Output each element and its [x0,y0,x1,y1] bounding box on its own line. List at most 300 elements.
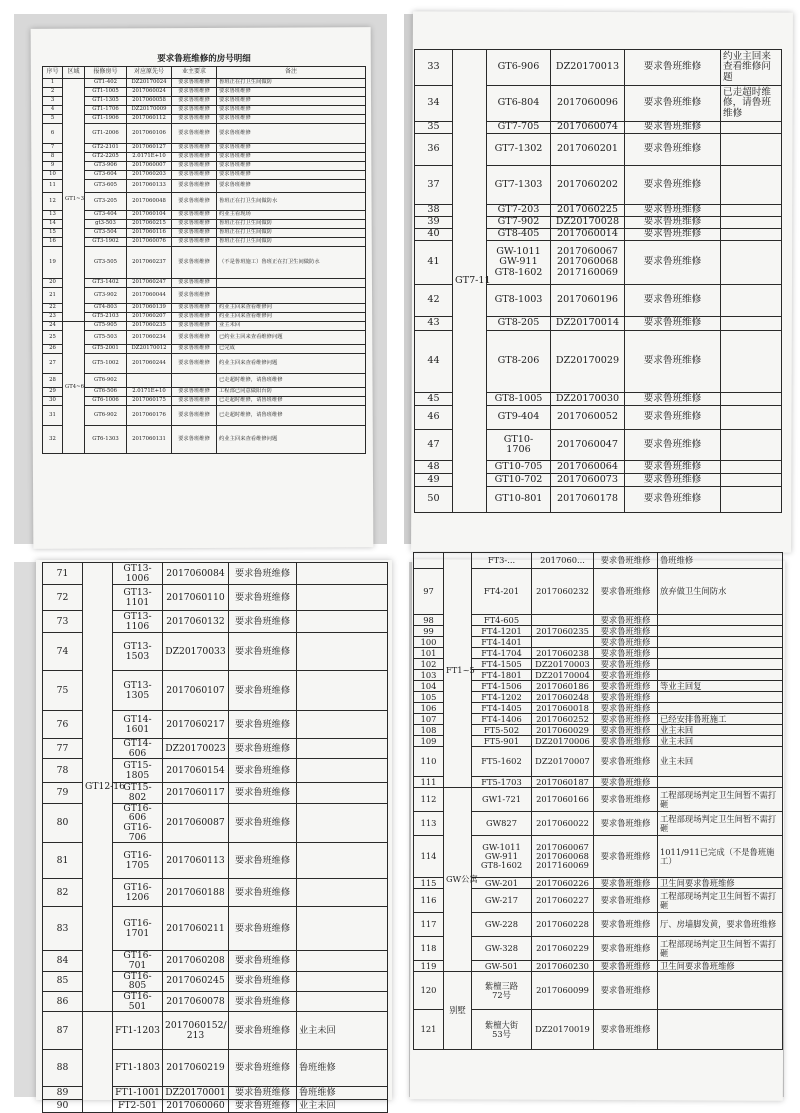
request-cell: 要求鲁班维修 [172,406,217,426]
request-cell: 要求鲁班维修 [594,692,658,703]
row-number: 33 [415,50,453,86]
remark-cell [297,879,388,907]
room-cell: GT6-906 [487,50,551,86]
remark-cell: 工程部现场判定卫生间暂不需打砸 [658,937,783,961]
row-number: 1 [43,79,63,88]
orig-number-cell [532,615,594,626]
remark-cell [721,487,782,513]
row-number: 8 [43,153,63,162]
request-cell: 要求鲁班维修 [172,279,217,288]
room-cell: GT5-503 [85,331,127,345]
request-cell: 要求鲁班维修 [229,585,297,611]
row-number: 90 [43,1100,83,1113]
orig-number-cell: 2017060252 [532,714,594,725]
request-cell: 要求鲁班维修 [625,134,721,166]
orig-number-cell: 2017060064 [551,461,625,474]
room-cell: GT5-2001 [85,345,127,354]
table-row [415,50,782,86]
row-number: 78 [43,759,83,783]
room-cell: 紫檀大街 53号 [472,1010,532,1050]
room-cell: GT3-605 [85,180,127,193]
remark-cell: 已走超时维修，请鲁班维修 [721,86,782,122]
orig-number-cell: 2017060187 [532,777,594,788]
orig-number-cell: 2017060229 [532,937,594,961]
row-number: 103 [414,670,444,681]
photo-panel-2 [404,14,784,544]
orig-number-cell: 2017060127 [127,144,172,153]
room-cell: GT15-802 [113,783,163,803]
request-cell: 要求鲁班维修 [594,1010,658,1050]
table-row [43,426,366,454]
request-cell: 要求鲁班维修 [229,759,297,783]
row-number: 85 [43,971,83,991]
table-row [43,397,366,406]
remark-cell [658,777,783,788]
room-cell: GW-228 [472,913,532,937]
table-row [43,304,366,313]
request-cell: 要求鲁班维修 [172,247,217,279]
room-cell: GT16-606 GT16-706 [113,803,163,843]
room-cell: GW827 [472,812,532,836]
remark-cell [658,637,783,648]
table-row [43,288,366,304]
table-row [43,97,366,106]
orig-number-cell: DZ20170033 [163,633,229,671]
remark-cell [721,474,782,487]
request-cell: 要求鲁班维修 [172,97,217,106]
row-number: 107 [414,714,444,725]
table-row [43,331,366,345]
row-number: 29 [43,388,63,397]
room-cell: FT4-1401 [472,637,532,648]
room-cell: GT2-2101 [85,144,127,153]
request-cell: 要求鲁班维修 [594,615,658,626]
row-number: 44 [415,331,453,393]
remark-cell [297,843,388,879]
room-cell: FT5-502 [472,725,532,736]
room-cell: gt3-503 [85,220,127,229]
orig-number-cell: 2017060116 [127,229,172,238]
row-number: 41 [415,241,453,285]
column-header: 报修房号 [85,67,127,79]
table-row [43,79,366,88]
remark-cell: 要求鲁班维修 [217,153,366,162]
row-number: 4 [43,106,63,115]
remark-cell [658,1010,783,1050]
row-number: 40 [415,229,453,241]
table-row [43,279,366,288]
request-cell: 要求鲁班维修 [229,1050,297,1087]
request-cell: 要求鲁班维修 [594,703,658,714]
remark-cell: 已约业主回来查看维修问题 [217,331,366,345]
orig-number-cell: 2017060201 [551,134,625,166]
room-cell: GT5-905 [85,322,127,331]
table-row [43,345,366,354]
orig-number-cell: DZ20170014 [551,317,625,331]
orig-number-cell: 2017060178 [551,487,625,513]
room-cell: GT16-701 [113,951,163,971]
room-cell: GW-217 [472,889,532,913]
row-number: 14 [43,220,63,229]
orig-number-cell: 2017060060 [163,1100,229,1113]
room-cell: GT13- 1106 [113,611,163,633]
request-cell: 要求鲁班维修 [625,393,721,406]
request-cell: 要求鲁班维修 [172,106,217,115]
orig-number-cell: 2017060044 [127,288,172,304]
remark-cell [217,288,366,304]
table-row [43,211,366,220]
request-cell: 要求鲁班维修 [594,725,658,736]
remark-cell [297,951,388,971]
repair-table-2 [414,49,782,513]
table-row [43,106,366,115]
request-cell: 要求鲁班维修 [594,961,658,972]
row-number: 114 [414,836,444,878]
row-number: 45 [415,393,453,406]
table-row [43,115,366,124]
request-cell: 要求鲁班维修 [594,714,658,725]
table-row [43,171,366,180]
orig-number-cell: 2017060219 [163,1050,229,1087]
remark-cell [721,241,782,285]
row-number: 36 [415,134,453,166]
row-number: 10 [43,171,63,180]
room-cell: GT10- 1706 [487,430,551,461]
remark-cell: 鲁班维修 [658,553,783,569]
room-cell: FT4-1505 [472,659,532,670]
orig-number-cell [532,637,594,648]
request-cell: 要求鲁班维修 [172,397,217,406]
row-number: 30 [43,397,63,406]
room-cell: GT16-501 [113,991,163,1011]
orig-number-cell: 2017060058 [127,97,172,106]
room-cell: GW-1011 GW-911 GT8-1602 [472,836,532,878]
orig-number-cell: DZ20170030 [551,393,625,406]
orig-number-cell: 2017060052 [551,406,625,430]
table-row [43,193,366,211]
row-number [414,553,444,569]
orig-number-cell: 2017060110 [163,585,229,611]
orig-number-cell: 2017060096 [551,86,625,122]
request-cell: 要求鲁班维修 [229,803,297,843]
row-number: 80 [43,803,83,843]
request-cell: 要求鲁班维修 [172,193,217,211]
room-cell: GT3-205 [85,193,127,211]
request-cell: 要求鲁班维修 [229,739,297,759]
orig-number-cell: 2017060007 [127,162,172,171]
room-cell: GT8-405 [487,229,551,241]
table-row [43,144,366,153]
orig-number-cell: 2017060230 [532,961,594,972]
area-cell: GT4~6 [63,322,85,454]
orig-number-cell: 2017060247 [127,279,172,288]
row-number: 106 [414,703,444,714]
room-cell: GT7-705 [487,122,551,134]
remark-cell [297,585,388,611]
room-cell: GT7-902 [487,217,551,229]
room-cell: GT1-1906 [85,115,127,124]
remark-cell [297,563,388,585]
row-number: 37 [415,166,453,205]
remark-cell [297,991,388,1011]
row-number: 72 [43,585,83,611]
row-number: 23 [43,313,63,322]
row-number: 9 [43,162,63,171]
remark-cell: 约业主回来查看维修问题 [217,354,366,374]
request-cell: 要求鲁班维修 [625,241,721,285]
orig-number-cell: 2017060154 [163,759,229,783]
orig-number-cell: 2017060245 [163,971,229,991]
table-row [43,238,366,247]
row-number: 120 [414,972,444,1010]
row-number: 81 [43,843,83,879]
request-cell: 要求鲁班维修 [625,317,721,331]
row-number: 50 [415,487,453,513]
table-row [43,88,366,97]
room-cell: FT4-1406 [472,714,532,725]
repair-table-1 [42,66,366,454]
row-number: 12 [43,193,63,211]
remark-cell [297,783,388,803]
remark-cell: 业主未回 [658,725,783,736]
remark-cell [721,317,782,331]
request-cell: 要求鲁班维修 [594,670,658,681]
row-number: 98 [414,615,444,626]
remark-cell: 已走超时维修，请鲁班维修 [217,406,366,426]
remark-cell [297,611,388,633]
request-cell: 要求鲁班维修 [594,637,658,648]
table-row [43,180,366,193]
row-number: 110 [414,747,444,777]
row-number: 3 [43,97,63,106]
room-cell: GT6-902 [85,374,127,388]
room-cell: GT6-506 [85,388,127,397]
table-row [43,220,366,229]
orig-number-cell: 2017060117 [163,783,229,803]
column-header: 区域 [63,67,85,79]
orig-number-cell: 2017060073 [551,474,625,487]
room-cell: GT1-402 [85,79,127,88]
remark-cell [721,229,782,241]
request-cell: 要求鲁班维修 [172,79,217,88]
orig-number-cell: 2017060226 [532,878,594,889]
remark-cell: 鲁班正在打卫生间做防 [217,229,366,238]
orig-number-cell: 2017060227 [532,889,594,913]
row-number: 27 [43,354,63,374]
room-cell: GT1-1706 [85,106,127,115]
request-cell: 要求鲁班维修 [594,937,658,961]
request-cell: 要求鲁班维修 [625,122,721,134]
remark-cell: 要求鲁班维修 [217,115,366,124]
column-header: 对应原先号 [127,67,172,79]
table-row [414,788,783,812]
request-cell: 要求鲁班维修 [172,124,217,144]
remark-cell [658,615,783,626]
orig-number-cell: 2017060022 [532,812,594,836]
remark-cell: 业主未回 [658,736,783,747]
row-number: 119 [414,961,444,972]
area-cell [83,1012,113,1113]
row-number: 20 [43,279,63,288]
remark-cell: 要求鲁班维修 [217,171,366,180]
orig-number-cell: 2017060131 [127,426,172,454]
request-cell: 要求鲁班维修 [172,313,217,322]
photo-panel-3 [14,562,392,1112]
room-cell: FT4-1201 [472,626,532,637]
row-number: 49 [415,474,453,487]
request-cell: 要求鲁班维修 [229,783,297,803]
remark-cell [658,648,783,659]
remark-cell: 厅、房墙脚发黄，要求鲁班维修 [658,913,783,937]
room-cell: FT1-1203 [113,1012,163,1050]
table-row [43,388,366,397]
room-cell: GT3-1402 [85,279,127,288]
room-cell: GT4-803 [85,304,127,313]
remark-cell: 放弃做卫生间防水 [658,569,783,615]
table-row [43,313,366,322]
row-number: 111 [414,777,444,788]
room-cell: GT6-804 [487,86,551,122]
request-cell: 要求鲁班维修 [594,681,658,692]
row-number: 83 [43,907,83,951]
orig-number-cell: 2017060087 [163,803,229,843]
remark-cell [721,406,782,430]
remark-cell: 要求鲁班维修 [217,88,366,97]
request-cell [172,374,217,388]
row-number: 115 [414,878,444,889]
remark-cell [721,217,782,229]
room-cell: GT13- 1006 [113,563,163,585]
request-cell: 要求鲁班维修 [625,474,721,487]
request-cell: 要求鲁班维修 [625,166,721,205]
request-cell: 要求鲁班维修 [172,171,217,180]
request-cell: 要求鲁班维修 [229,671,297,711]
remark-cell [658,972,783,1010]
orig-number-cell: 2017060107 [163,671,229,711]
room-cell: FT5-901 [472,736,532,747]
room-cell: GT6-1006 [85,397,127,406]
row-number: 121 [414,1010,444,1050]
room-cell: GT3-1902 [85,238,127,247]
request-cell: 要求鲁班维修 [625,217,721,229]
orig-number-cell: 2017060074 [551,122,625,134]
orig-number-cell: 2017060202 [551,166,625,205]
remark-cell [297,633,388,671]
request-cell: 要求鲁班维修 [172,220,217,229]
remark-cell [297,671,388,711]
remark-cell: 要求鲁班维修 [217,97,366,106]
row-number: 116 [414,889,444,913]
remark-cell [297,971,388,991]
remark-cell: 要求鲁班维修 [217,180,366,193]
row-number: 77 [43,739,83,759]
table-row [43,1012,388,1050]
room-cell: FT1-1001 [113,1087,163,1100]
request-cell: 要求鲁班维修 [594,626,658,637]
orig-number-cell: DZ20170004 [532,670,594,681]
orig-number-cell: 2017060203 [127,171,172,180]
request-cell: 要求鲁班维修 [172,180,217,193]
area-cell: FT1~5 [444,553,472,788]
remark-cell: 要求鲁班维修 [217,106,366,115]
row-number: 89 [43,1087,83,1100]
request-cell: 要求鲁班维修 [172,238,217,247]
remark-cell: 业主未回 [297,1100,388,1113]
orig-number-cell: DZ20170006 [532,736,594,747]
room-cell: GT5-1002 [85,354,127,374]
remark-cell [721,134,782,166]
remark-cell [658,659,783,670]
orig-number-cell: 2017060104 [127,211,172,220]
request-cell: 要求鲁班维修 [594,913,658,937]
remark-cell [297,759,388,783]
table-row [43,247,366,279]
remark-cell [721,122,782,134]
repair-table-3 [42,562,388,1113]
room-cell: FT3-... [472,553,532,569]
remark-cell [297,739,388,759]
room-cell: GT8-206 [487,331,551,393]
room-cell: GT10-702 [487,474,551,487]
request-cell: 要求鲁班维修 [625,487,721,513]
remark-cell: 等业主回复 [658,681,783,692]
room-cell: GT14-606 [113,739,163,759]
repair-table-4 [413,552,783,1050]
row-number: 104 [414,681,444,692]
table-row [43,322,366,331]
orig-number-cell: 2017060166 [532,788,594,812]
request-cell: 要求鲁班维修 [229,843,297,879]
row-number: 16 [43,238,63,247]
orig-number-cell: 2017060186 [532,681,594,692]
request-cell: 要求鲁班维修 [229,991,297,1011]
row-number: 117 [414,913,444,937]
room-cell: GT7-1303 [487,166,551,205]
request-cell: 要求鲁班维修 [172,88,217,97]
room-cell: GT3-404 [85,211,127,220]
remark-cell: 约业主看现场 [217,211,366,220]
orig-number-cell: 2017060067 2017060068 2017160069 [551,241,625,285]
request-cell: 要求鲁班维修 [172,388,217,397]
request-cell: 要求鲁班维修 [229,951,297,971]
orig-number-cell: 2017060188 [163,879,229,907]
room-cell: GT3-504 [85,229,127,238]
row-number: 24 [43,322,63,331]
remark-cell: 已经安排鲁班施工 [658,714,783,725]
row-number: 71 [43,563,83,585]
room-cell: FT4-1405 [472,703,532,714]
remark-cell [658,670,783,681]
room-cell: FT2-501 [113,1100,163,1113]
orig-number-cell: 2017060217 [163,711,229,739]
room-cell: GT3-505 [85,247,127,279]
table-header-row [43,67,366,79]
table-row [43,229,366,238]
table-row [43,162,366,171]
room-cell: GT7-203 [487,205,551,217]
page-title: 要求鲁班维修的房号明细 [157,54,251,64]
room-cell: GT6-902 [85,406,127,426]
row-number: 26 [43,345,63,354]
row-number: 46 [415,406,453,430]
room-cell: 紫檀三路 72号 [472,972,532,1010]
request-cell: 要求鲁班维修 [594,736,658,747]
orig-number-cell: 2017060084 [163,563,229,585]
remark-cell: 已走超时维修，请鲁班维修 [217,374,366,388]
request-cell: 要求鲁班维修 [172,211,217,220]
orig-number-cell: 2017060237 [127,247,172,279]
room-cell: GT8-1003 [487,285,551,317]
